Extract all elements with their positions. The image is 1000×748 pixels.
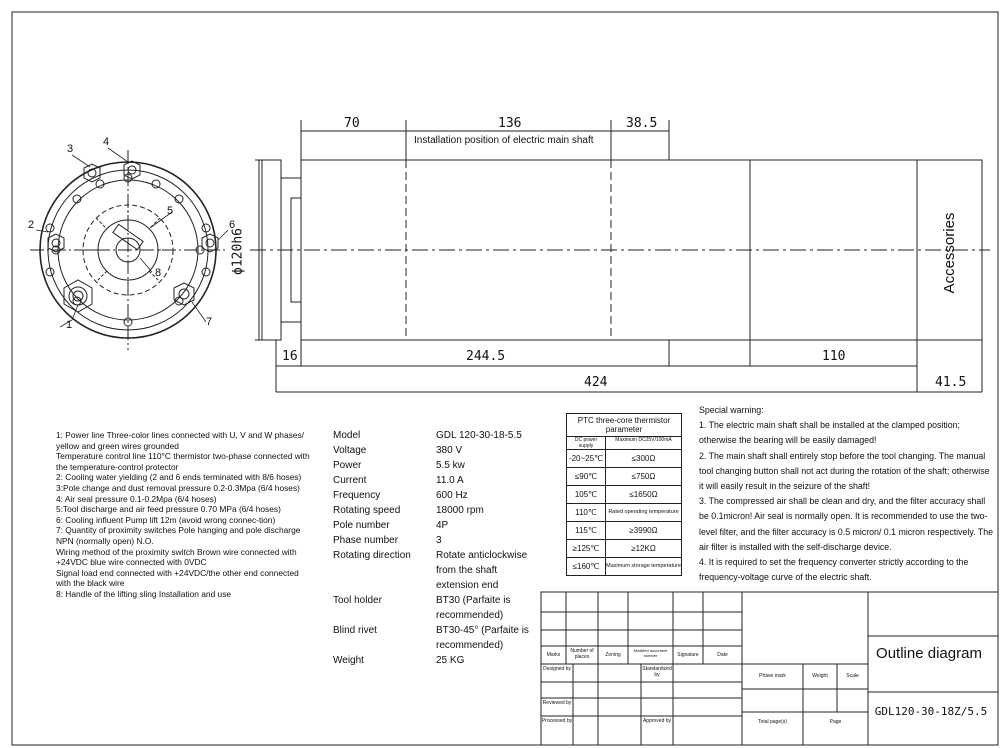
- spec-key: Tool holder: [333, 595, 382, 606]
- spec-key: Rotating speed: [333, 505, 401, 516]
- tb-processed-by: Processed by: [541, 718, 573, 724]
- callout-1: 1: [66, 319, 73, 331]
- dim-41-5: 41.5: [935, 375, 967, 390]
- spec-value: 380 V: [436, 445, 463, 456]
- tb-total-pages: Total page(s): [758, 719, 787, 725]
- legend-line: 7: Quantity of proximity switches Pole hanging and pole discharge NPN (normally open) N.O.: [56, 525, 301, 546]
- spec-value: Rotate anticlockwise from the shaft extension end: [436, 550, 528, 591]
- drawing-title: Outline diagram: [876, 645, 982, 662]
- tb-date: Date: [717, 652, 728, 658]
- ptc-res: ≤300Ω: [631, 454, 656, 463]
- spec-value: BT30-45° (Parfaite is recommended): [436, 625, 529, 651]
- tb-modified-doc: Modified document number: [633, 648, 668, 658]
- spec-key: Frequency: [333, 490, 381, 501]
- ptc-temp: ≤160℃: [567, 558, 606, 575]
- special-warning: [699, 403, 995, 585]
- dim-244-5: 244.5: [466, 349, 506, 364]
- ptc-res: ≤750Ω: [631, 472, 656, 481]
- legend-line: 5:Tool discharge and air feed pressure 0.70 MPa (6/4 hoses): [56, 504, 281, 515]
- legend-line: 1: Power line Three-color lines connected with U, V and W phases/ yellow and green wires grounded: [56, 430, 304, 451]
- ptc-temp: -20~25℃: [567, 450, 606, 467]
- spec-key: Rotating direction: [333, 550, 411, 561]
- callout-4: 4: [103, 136, 110, 148]
- callout-3: 3: [67, 143, 74, 155]
- callout-leaders: [36, 148, 228, 327]
- ptc-res: ≤1650Ω: [629, 490, 658, 499]
- callout-legend: [56, 430, 314, 600]
- spec-key: Weight: [333, 655, 364, 666]
- dim-diameter: ϕ120h6: [230, 228, 246, 275]
- ptc-col2: Maximum DC25V/100mA: [615, 437, 672, 443]
- legend-line: 8: Handle of the lifting sling Installation and use: [56, 588, 232, 599]
- legend-line: Temperature control line 110°C thermistor two-phase connected with the temperature-control protector: [56, 451, 310, 472]
- ptc-res: Rated operating temperature: [608, 509, 679, 516]
- tb-signature: Signature: [677, 652, 699, 658]
- warning-item: 4. It is required to set the frequency converter strictly according to the frequency-voltage curve of the electric shaft.: [699, 557, 969, 583]
- legend-line: 2: Cooling water yielding (2 and 6 ends terminated with 8/6 hoses): [56, 472, 302, 483]
- warning-item: 2. The main shaft shall entirely stop before the tool changing. The manual tool changing button shall not act during the rotation of the shaft; otherwise it will easily result in the seizure of the shaft!: [699, 450, 990, 492]
- tb-reviewed-by: Reviewed by: [542, 700, 572, 706]
- warning-item: 3. The compressed air shall be clean and dry, and the filter accuracy shall be 0.1micron! Air seal is normally open. It is recommended to use the two-level filter, and the filter accuracy is 0.5 micron/ 0.1 micron respectively. The air filter is installed with the self-discharge device.: [699, 496, 994, 552]
- spec-key: Voltage: [333, 445, 367, 456]
- spec-value: 3: [436, 535, 442, 546]
- warning-title: Special warning:: [699, 405, 764, 415]
- spec-key: Phase number: [333, 535, 399, 546]
- dim-70: 70: [344, 116, 360, 131]
- spec-key: Power: [333, 460, 362, 471]
- tb-zoning: Zoning: [605, 652, 621, 658]
- end-view: [30, 150, 228, 350]
- spec-key: Blind rivet: [333, 625, 377, 636]
- callout-7: 7: [206, 316, 213, 328]
- dim-16: 16: [282, 349, 298, 364]
- dim-110: 110: [822, 349, 846, 364]
- spec-value: 600 Hz: [436, 490, 468, 501]
- ptc-temp: ≤90℃: [567, 468, 606, 485]
- tb-marks: Marks: [546, 652, 561, 658]
- tb-number-of-places: Number of places: [570, 648, 594, 660]
- dim-424: 424: [584, 375, 608, 390]
- drawing-number: GDL120-30-18Z/5.5: [874, 705, 988, 718]
- ptc-temp: 110℃: [567, 504, 606, 521]
- tb-designed-by: Designed by: [543, 666, 571, 672]
- callout-8: 8: [155, 267, 162, 279]
- spec-key: Pole number: [333, 520, 390, 531]
- ptc-col1: DC power supply: [567, 437, 606, 449]
- ptc-temp: ≥125℃: [567, 540, 606, 557]
- legend-line: Wiring method of the proximity switch Brown wire connected with +24VDC blue wire connected with 0VDC: [56, 546, 297, 568]
- callout-2: 2: [28, 219, 35, 231]
- spec-value: 25 KG: [436, 655, 465, 666]
- legend-line: 6: Cooling influent Pump lift 12m (avoid wrong connec-tion): [56, 514, 276, 525]
- spec-key: Model: [333, 430, 361, 441]
- tb-page: Page: [829, 719, 842, 725]
- callout-6: 6: [229, 219, 236, 231]
- install-label: Installation position of electric main shaft: [414, 135, 594, 146]
- legend-line: Signal load end connected with +24VDC/the other end connected with the black wire: [56, 567, 299, 589]
- ptc-res: ≥3990Ω: [629, 526, 658, 535]
- ptc-res: Maximum storage temperature: [606, 563, 681, 570]
- accessories-label: Accessories: [941, 212, 958, 294]
- warning-item: 1. The electric main shaft shall be installed at the clamped position; otherwise the bearing will be easily damaged!: [699, 420, 960, 446]
- spec-value: 11.0 A: [436, 475, 464, 486]
- tb-scale: Scale: [846, 673, 859, 679]
- tb-phase-mark: Phase mark: [759, 673, 786, 679]
- spec-value: BT30 (Parfaite is recommended): [436, 595, 511, 621]
- dim-38-5: 38.5: [626, 116, 658, 131]
- spec-value: 5.5 kw: [436, 460, 465, 471]
- side-view: [250, 120, 990, 392]
- tb-weight: Weight: [812, 673, 828, 679]
- spec-table: [333, 428, 541, 668]
- ptc-temp: 115℃: [567, 522, 606, 539]
- dim-136: 136: [498, 116, 522, 131]
- spec-key: Current: [333, 475, 367, 486]
- spec-value: GDL 120-30-18-5.5: [436, 430, 522, 441]
- ptc-table: [566, 413, 682, 576]
- ptc-temp: 105℃: [567, 486, 606, 503]
- spec-value: 18000 rpm: [436, 505, 484, 516]
- ptc-title: PTC three-core thermistor parameter: [567, 414, 681, 437]
- callout-5: 5: [167, 205, 174, 217]
- tb-standardized-by: Standardized by: [642, 666, 672, 678]
- ptc-res: ≥12KΩ: [631, 544, 656, 553]
- legend-line: 4: Air seal pressure 0.1-0.2Mpa (6/4 hoses): [56, 493, 217, 504]
- legend-line: 3:Pole change and dust removal pressure 0.2-0.3Mpa (6/4 hoses): [56, 482, 300, 493]
- spec-value: 4P: [436, 520, 449, 531]
- tb-approved-by: Approved by: [642, 718, 672, 724]
